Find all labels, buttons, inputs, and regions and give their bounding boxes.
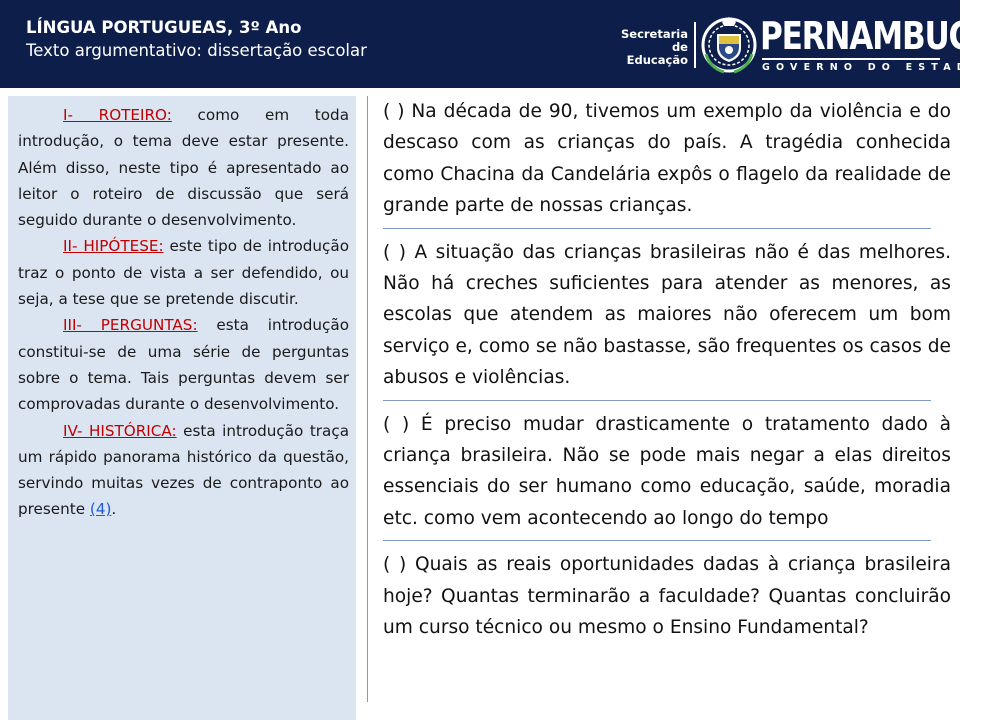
section-text-historica: esta introdução traça um rápido panorama histórico da questão, servindo muitas vezes de contraponto ao presente <box>18 421 349 519</box>
section-text-roteiro: como em toda introdução, o tema deve estar presente. Além disso, neste tipo é apresentado ao leitor o roteiro de discussão que será seguido durante o desenvolvimento. <box>18 106 349 230</box>
subject-title: LÍNGUA PORTUGUEAS, 3º Ano <box>26 18 302 37</box>
topic-subtitle: Texto argumentativo: dissertação escolar <box>26 41 367 60</box>
section-title-historica: IV- HISTÓRICA: <box>63 421 177 440</box>
secretaria-line2: Educação <box>626 53 688 67</box>
paragraph-divider <box>383 400 931 401</box>
pernambuco-coat-of-arms-icon <box>700 14 758 76</box>
brand-subtitle: GOVERNO DO ESTADO <box>762 62 986 73</box>
paragraph-2: ( ) A situação das crianças brasileiras não é das melhores. Não há creches suficientes para atender as menores, as escolas que atendem as maiores não oferecem um bom serviço e, como se não bastasse, são frequentes os casos de abusos e violências. <box>383 241 951 389</box>
section-title-roteiro: I- ROTEIRO: <box>63 106 172 124</box>
column-divider <box>367 96 368 702</box>
paragraph-3: ( ) É preciso mudar drasticamente o tratamento dado à criança brasileira. Não se pode mais negar a elas direitos essenciais do ser humano como educação, saúde, moradia etc. como vem acontecendo ao longo do tempo <box>383 413 951 529</box>
section-text-perguntas: esta introdução constitui-se de uma série de perguntas sobre o tema. Tais perguntas devem ser comprovadas durante o desenvolvimento. <box>18 316 349 414</box>
logo-divider <box>694 22 696 68</box>
section-perguntas <box>18 312 349 417</box>
reference-link-4[interactable]: (4) <box>89 500 112 519</box>
paragraph-divider <box>383 228 931 229</box>
section-hipotese <box>18 233 349 312</box>
section-title-hipotese: II- HIPÓTESE: <box>63 237 164 256</box>
section-text-hipotese: este tipo de introdução traz o ponto de vista a ser defendido, ou seja, a tese que se pretende discutir. <box>18 237 349 309</box>
secretaria-line1: Secretaria de <box>620 27 688 54</box>
paragraph-4: ( ) Quais as reais oportunidades dadas à criança brasileira hoje? Quantas terminarão a faculdade? Quantas concluirão um curso técnico ou mesmo o Ensino Fundamental? <box>383 554 951 639</box>
header-banner <box>0 0 995 88</box>
secretaria-label <box>606 28 688 67</box>
section-historica <box>18 418 349 523</box>
introduction-types-panel <box>8 96 356 720</box>
header-titles <box>26 17 367 63</box>
section-title-perguntas: III- PERGUNTAS: <box>63 316 198 335</box>
brand-name: PERNAMBUCO <box>760 14 995 58</box>
brand-underline <box>762 58 940 60</box>
section-roteiro <box>18 102 349 233</box>
section-text-historica-end: . <box>111 500 117 519</box>
paragraph-divider <box>383 540 931 541</box>
paragraph-1: ( ) Na década de 90, tivemos um exemplo da violência e do descaso com as crianças do país. A tragédia conhecida como Chacina da Candelária expôs o flagelo da realidade de grande parte de nossas crianças. <box>383 101 951 217</box>
introduction-types-text <box>18 102 349 523</box>
paragraph-column <box>383 96 951 644</box>
